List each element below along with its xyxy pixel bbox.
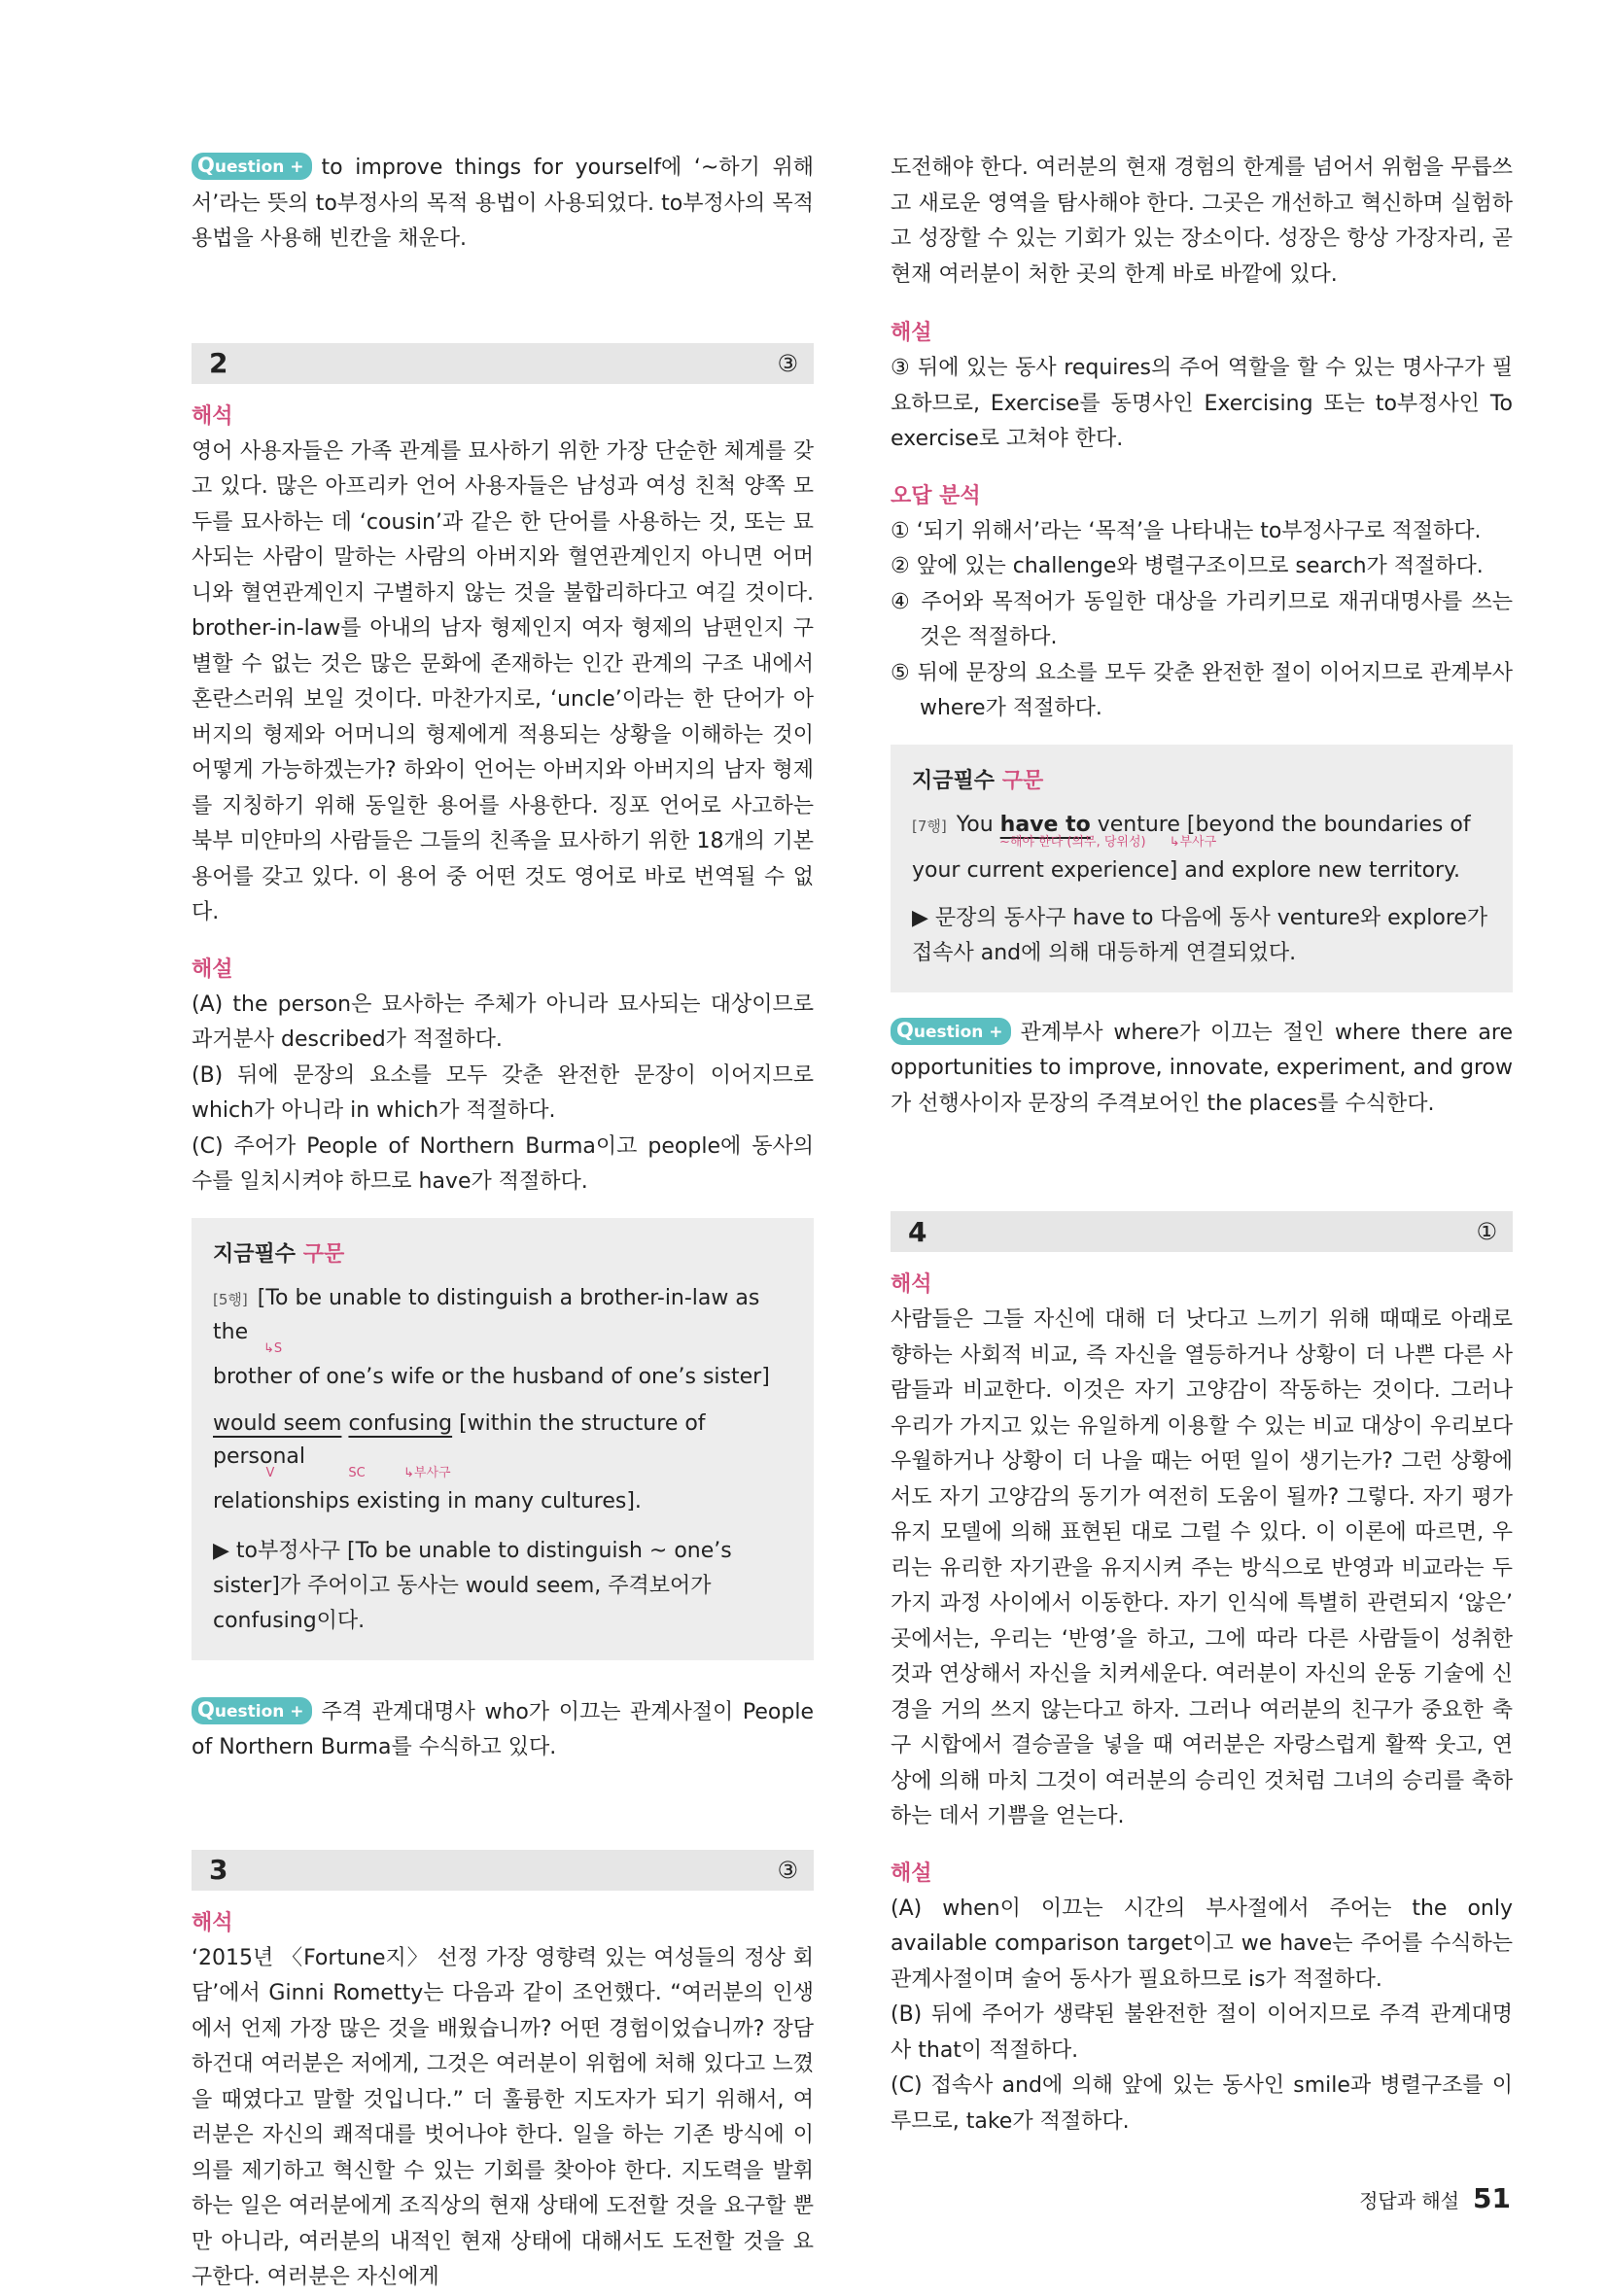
footer-label: 정답과 해설 <box>1359 2189 1460 2212</box>
grammar-note: ▶ to부정사구 [To be unable to distinguish ~ one’s sister]가 주어이고 동사는 would seem, 주격보어가 confusing이다. <box>213 1538 732 1633</box>
translation-text: 사람들은 그들 자신에 대해 더 낫다고 느끼기 위해 때때로 아래로 향하는 사회적 비교, 즉 자신을 열등하거나 상황이 더 나쁜 다른 사람들과 비교한다. 이것은 자기 고양감이 작동하는 것이다. 그러나 우리가 가지고 있는 유일하게 이용할 수 있는 비교 대상이 우리보다 우월하거나 상황이 더 나을 때는 어떤 일이 생기는가? 그런 상황에서도 자기 고양감의 동기가 여전히 도움이 될까? 그렇다. 자기 평가 유지 모델에 의해 표현된 대로 그럴 수 있다. 이 이론에 따르면, 우리는 유리한 자기관을 유지시켜 주는 방식으로 반영과 비교라는 두 가지 과정 사이에서 이동한다. 자기 인식에 특별히 관련되지 ‘않은’ 곳에서는, 우리는 ‘반영’을 하고, 그에 따라 다른 사람들이 성취한 것과 연상해서 자신을 치켜세운다. 여러분이 자신의 운동 기술에 신경을 거의 쓰지 않는다고 하자. 그러나 여러분의 친구가 중요한 축구 시합에서 결승골을 넣을 때 여러분은 자랑스럽게 활짝 웃고, 연상에 의해 마치 그것이 여러분의 승리인 것처럼 그녀의 승리를 축하하는 데서 기쁨을 얻는다. <box>891 1307 1513 1828</box>
question-plus-note-1: Question + to improve things for yourself에 ‘~하기 위해서’라는 뜻의 to부정사의 목적 용법이 사용되었다. to부정사의 목적 용법을 사용해 빈칸을 채운다. <box>192 154 814 251</box>
grammar-box <box>192 1218 814 1660</box>
explanation-c: (C) 주어가 People of Northern Burma이고 people에 동사의 수를 일치시켜야 하므로 have가 적절하다. <box>192 1133 814 1194</box>
page-footer <box>1359 2182 1511 2214</box>
grammar-sub-labels: V SC ↳부사구 <box>265 1465 451 1480</box>
page-number: 51 <box>1473 2182 1511 2214</box>
explanation-b: (B) 뒤에 주어가 생략된 불완전한 절이 이어지므로 주격 관계대명사 that이 적절하다. <box>891 2002 1513 2063</box>
section-3-header <box>192 1850 814 1891</box>
heading-explanation: 해설 <box>192 957 233 982</box>
question-plus-note: Question + 관계부사 where가 이끄는 절인 where there are opportunities to improve, innovate, experiment, and grow가 선행사이자 문장의 주격보어인 the places를 수식한다. <box>891 1018 1513 1116</box>
explanation-c: (C) 접속사 and에 의해 앞에 있는 동사인 smile과 병렬구조를 이루므로, take가 적절하다. <box>891 2073 1513 2134</box>
section-number: 3 <box>209 1854 228 1886</box>
grammar-line-3: would seem confusing [within the structure of personal <box>213 1410 706 1469</box>
explanation-a: (A) the person은 묘사하는 주체가 아니라 묘사되는 대상이므로 과거분사 described가 적절하다. <box>192 991 814 1052</box>
grammar-sub-labels: ~해야 한다 (의무, 당위성) ↳부사구 <box>999 834 1217 850</box>
heading-wrong-analysis: 오답 분석 <box>891 483 981 508</box>
grammar-box-title: 지금필수 구문 <box>912 768 1044 793</box>
wrong-option-1: ① ‘되기 위해서’라는 ‘목적’을 나타내는 to부정사구로 적절하다. <box>891 518 1482 543</box>
wrong-option-4: ④ 주어와 목적어가 동일한 대상을 가리키므로 재귀대명사를 쓰는 것은 적절하다. <box>891 589 1513 649</box>
wrong-option-2: ② 앞에 있는 challenge와 병렬구조이므로 search가 적절하다. <box>891 554 1484 578</box>
heading-translation: 해석 <box>192 1910 233 1935</box>
grammar-line-1: [5행] [To be unable to distinguish a brother-in-law as the <box>213 1285 760 1344</box>
right-column <box>891 151 1513 2139</box>
answer-mark: ① <box>1476 1218 1497 1245</box>
section-4-header <box>891 1211 1513 1252</box>
section-number: 4 <box>908 1215 927 1248</box>
answer-mark: ③ <box>777 349 798 377</box>
explanation-text: ③ 뒤에 있는 동사 requires의 주어 역할을 할 수 있는 명사구가 필요하므로, Exercise를 동명사인 Exercising 또는 to부정사인 To exercise로 고쳐야 한다. <box>891 356 1513 451</box>
wrong-option-5: ⑤ 뒤에 문장의 요소를 모두 갖춘 완전한 절이 이어지므로 관계부사 where가 적절하다. <box>891 660 1513 720</box>
section-2-header <box>192 343 814 384</box>
grammar-sub-s: ↳S <box>263 1340 283 1356</box>
answer-mark: ③ <box>777 1856 798 1884</box>
heading-translation: 해석 <box>891 1272 932 1297</box>
grammar-box-title: 지금필수 구문 <box>213 1241 345 1267</box>
grammar-line-1: [7행] You have to venture [beyond the boundaries of <box>912 812 1471 837</box>
question-plus-badge: Question + <box>192 153 312 180</box>
section-number: 2 <box>209 347 228 379</box>
heading-explanation: 해설 <box>891 321 932 345</box>
heading-explanation: 해설 <box>891 1861 932 1886</box>
grammar-line-2: brother of one’s wife or the husband of one’s sister] <box>213 1364 770 1389</box>
grammar-line-4: relationships existing in many cultures]. <box>213 1488 642 1513</box>
grammar-note: ▶ 문장의 동사구 have to 다음에 동사 venture와 explore가 접속사 and에 의해 대등하게 연결되었다. <box>912 905 1488 965</box>
question-plus-note-2: Question + 주격 관계대명사 who가 이끄는 관계사절이 People of Northern Burma를 수식하고 있다. <box>192 1697 814 1759</box>
explanation-a: (A) when이 이끄는 시간의 부사절에서 주어는 the only available comparison target이고 we have는 주어를 수식하는 관계사절이며 술어 동사가 필요하므로 is가 적절하다. <box>891 1896 1513 1992</box>
translation-continued: 도전해야 한다. 여러분의 현재 경험의 한계를 넘어서 위험을 무릅쓰고 새로운 영역을 탐사해야 한다. 그곳은 개선하고 혁신하며 실험하고 성장할 수 있는 기회가 있는 장소이다. 성장은 항상 가장자리, 곧 현재 여러분이 처한 곳의 한계 바로 바깥에 있다. <box>891 156 1513 287</box>
heading-translation: 해석 <box>192 403 233 429</box>
grammar-box <box>891 745 1513 992</box>
question-plus-badge: Question + <box>891 1018 1011 1045</box>
grammar-line-2: your current experience] and explore new territory. <box>912 857 1460 883</box>
question-plus-badge: Question + <box>192 1697 312 1724</box>
translation-text: ‘2015년 〈Fortune지〉 선정 가장 영향력 있는 여성들의 정상 회담’에서 Ginni Rometty는 다음과 같이 조언했다. “여러분의 인생에서 언제 가장 많은 것을 배웠습니까? 어떤 경험이었습니까? 장담하건대 여러분은 저에게, 그것은 여러분이 위험에 처해 있다고 느꼈을 때였다고 말할 것입니다.” 더 훌륭한 지도자가 되기 위해서, 여러분은 자신의 쾌적대를 벗어나야 한다. 일을 하는 기존 방식에 이의를 제기하고 혁신할 수 있는 기회를 찾아야 한다. 지도력을 발휘하는 일은 여러분에게 조직상의 현재 상태에 도전할 것을 요구할 뿐만 아니라, 여러분의 내적인 현재 상태에 대해서도 도전할 것을 요구한다. 여러분은 자신에게 <box>192 1945 814 2289</box>
explanation-b: (B) 뒤에 문장의 요소를 모두 갖춘 완전한 문장이 이어지므로 which가 아니라 in which가 적절하다. <box>192 1062 814 1123</box>
translation-text: 영어 사용자들은 가족 관계를 묘사하기 위한 가장 단순한 체계를 갖고 있다. 많은 아프리카 언어 사용자들은 남성과 여성 친척 양쪽 모두를 묘사하는 데 ‘cousin’과 같은 한 단어를 사용하는 것, 또는 묘사되는 사람이 말하는 사람의 아버지와 혈연관계인지 아니면 어머니와 혈연관계인지 구별하지 않는 것을 불합리하다고 여길 것이다. brother-in-law를 아내의 남자 형제인지 여자 형제의 남편인지 구별할 수 없는 것은 많은 문화에 존재하는 인간 관계의 구조 내에서 혼란스러워 보일 것이다. 마찬가지로, ‘uncle’이라는 한 단어가 아버지의 형제와 어머니의 형제에게 적용되는 상황을 이해하는 것이 어떻게 가능하겠는가? 하와이 언어는 아버지와 아버지의 남자 형제를 지칭하기 위해 동일한 용어를 사용한다. 징포 언어로 사고하는 북부 미얀마의 사람들은 그들의 친족을 묘사하기 위한 18개의 기본 용어를 갖고 있다. 이 용어 중 어떤 것도 영어로 바로 번역될 수 없다. <box>192 438 814 924</box>
left-column <box>192 151 814 2296</box>
